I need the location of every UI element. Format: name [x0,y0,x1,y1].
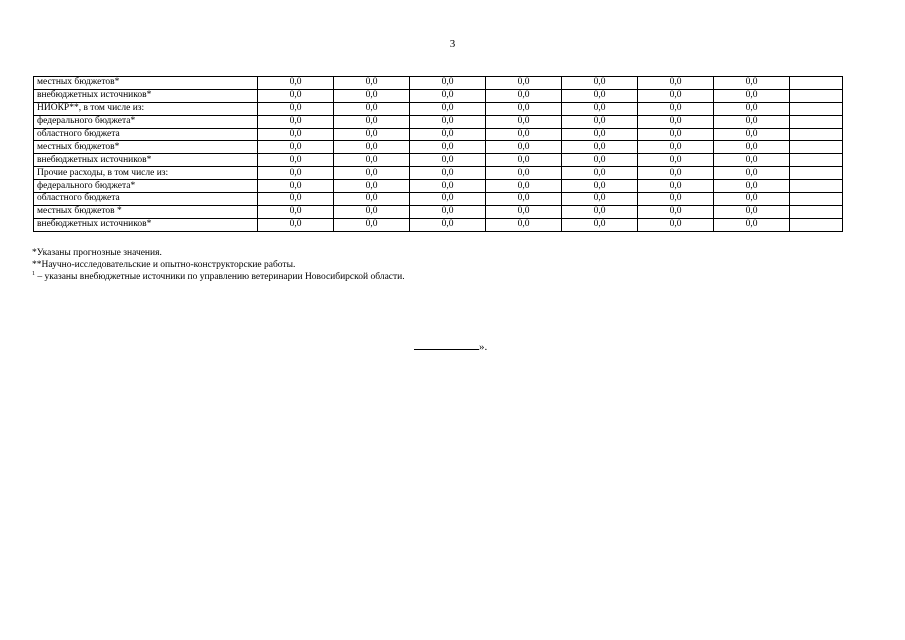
row-label: внебюджетных источников* [34,89,258,102]
signature-line [414,338,479,350]
row-value: 0,0 [334,102,410,115]
row-value: 0,0 [714,193,790,206]
row-label: местных бюджетов* [34,77,258,90]
row-value: 0,0 [638,154,714,167]
row-value: 0,0 [334,141,410,154]
empty-cell [790,180,843,193]
row-value: 0,0 [410,115,486,128]
empty-cell [790,77,843,90]
row-value: 0,0 [486,128,562,141]
row-value: 0,0 [410,205,486,218]
empty-cell [790,102,843,115]
row-value: 0,0 [638,89,714,102]
row-value: 0,0 [486,102,562,115]
row-value: 0,0 [714,115,790,128]
row-value: 0,0 [258,77,334,90]
row-value: 0,0 [638,218,714,231]
row-value: 0,0 [562,115,638,128]
footnote-extrabudget [32,271,405,283]
table-row [34,193,843,206]
row-value: 0,0 [410,154,486,167]
row-value: 0,0 [334,180,410,193]
row-value: 0,0 [714,205,790,218]
row-value: 0,0 [714,141,790,154]
page-number: 3 [449,38,456,50]
row-value: 0,0 [638,115,714,128]
row-value: 0,0 [258,89,334,102]
row-value: 0,0 [562,77,638,90]
row-label: местных бюджетов * [34,205,258,218]
row-label: Прочие расходы, в том числе из: [34,167,258,180]
row-value: 0,0 [562,141,638,154]
row-value: 0,0 [562,193,638,206]
row-value: 0,0 [714,77,790,90]
row-value: 0,0 [410,167,486,180]
empty-cell [790,154,843,167]
row-value: 0,0 [410,218,486,231]
footnote-forecast: *Указаны прогнозные значения. [32,248,162,258]
row-value: 0,0 [258,141,334,154]
row-label: федерального бюджета* [34,115,258,128]
row-value: 0,0 [562,154,638,167]
footnotes [32,247,405,283]
row-value: 0,0 [410,141,486,154]
row-value: 0,0 [258,128,334,141]
empty-cell [790,115,843,128]
row-value: 0,0 [638,102,714,115]
budget-table [33,76,843,232]
row-value: 0,0 [334,167,410,180]
row-value: 0,0 [486,89,562,102]
row-value: 0,0 [714,180,790,193]
row-value: 0,0 [486,77,562,90]
table-row [34,141,843,154]
row-value: 0,0 [714,167,790,180]
row-value: 0,0 [410,89,486,102]
row-value: 0,0 [258,205,334,218]
row-value: 0,0 [562,167,638,180]
empty-cell [790,205,843,218]
row-value: 0,0 [410,128,486,141]
row-value: 0,0 [486,154,562,167]
closing-mark [414,338,487,353]
empty-cell [790,141,843,154]
footnote-mark: 1 [32,270,35,277]
row-value: 0,0 [562,89,638,102]
row-label: местных бюджетов* [34,141,258,154]
row-value: 0,0 [258,167,334,180]
row-value: 0,0 [562,205,638,218]
empty-cell [790,128,843,141]
table-row [34,218,843,231]
row-value: 0,0 [714,89,790,102]
table-row [34,89,843,102]
empty-cell [790,218,843,231]
row-value: 0,0 [714,128,790,141]
empty-cell [790,167,843,180]
row-label: внебюджетных источников* [34,218,258,231]
row-value: 0,0 [258,180,334,193]
row-value: 0,0 [410,180,486,193]
empty-cell [790,89,843,102]
row-value: 0,0 [486,180,562,193]
table-row [34,102,843,115]
row-label: внебюджетных источников* [34,154,258,167]
row-value: 0,0 [258,115,334,128]
table-row [34,77,843,90]
row-value: 0,0 [638,141,714,154]
row-value: 0,0 [638,167,714,180]
row-value: 0,0 [258,218,334,231]
row-value: 0,0 [410,77,486,90]
row-value: 0,0 [638,205,714,218]
row-value: 0,0 [486,205,562,218]
row-value: 0,0 [258,102,334,115]
footnote-rnd: **Научно-исследовательские и опытно-конструкторские работы. [32,260,296,270]
table-row [34,154,843,167]
table-body [34,77,843,232]
closing-quote: ». [479,341,488,353]
row-value: 0,0 [410,193,486,206]
row-label: федерального бюджета* [34,180,258,193]
table-row [34,128,843,141]
row-value: 0,0 [334,218,410,231]
row-value: 0,0 [714,154,790,167]
table-row [34,167,843,180]
row-label: НИОКР**, в том числе из: [34,102,258,115]
row-value: 0,0 [410,102,486,115]
row-value: 0,0 [562,102,638,115]
row-value: 0,0 [334,205,410,218]
row-value: 0,0 [334,128,410,141]
row-value: 0,0 [638,193,714,206]
row-value: 0,0 [334,154,410,167]
row-value: 0,0 [562,218,638,231]
row-value: 0,0 [258,154,334,167]
footnote-extrabudget-text: – указаны внебюджетные источники по управлению ветеринарии Новосибирской области. [35,272,405,282]
row-value: 0,0 [562,180,638,193]
row-value: 0,0 [486,167,562,180]
table-row [34,115,843,128]
row-value: 0,0 [258,193,334,206]
row-value: 0,0 [638,128,714,141]
row-value: 0,0 [486,218,562,231]
row-value: 0,0 [638,77,714,90]
row-value: 0,0 [562,128,638,141]
row-value: 0,0 [714,218,790,231]
row-value: 0,0 [334,193,410,206]
empty-cell [790,193,843,206]
row-value: 0,0 [486,141,562,154]
row-value: 0,0 [334,77,410,90]
row-label: областного бюджета [34,128,258,141]
row-value: 0,0 [486,193,562,206]
row-label: областного бюджета [34,193,258,206]
row-value: 0,0 [638,180,714,193]
table-row [34,180,843,193]
row-value: 0,0 [334,89,410,102]
row-value: 0,0 [486,115,562,128]
row-value: 0,0 [334,115,410,128]
row-value: 0,0 [714,102,790,115]
table-row [34,205,843,218]
